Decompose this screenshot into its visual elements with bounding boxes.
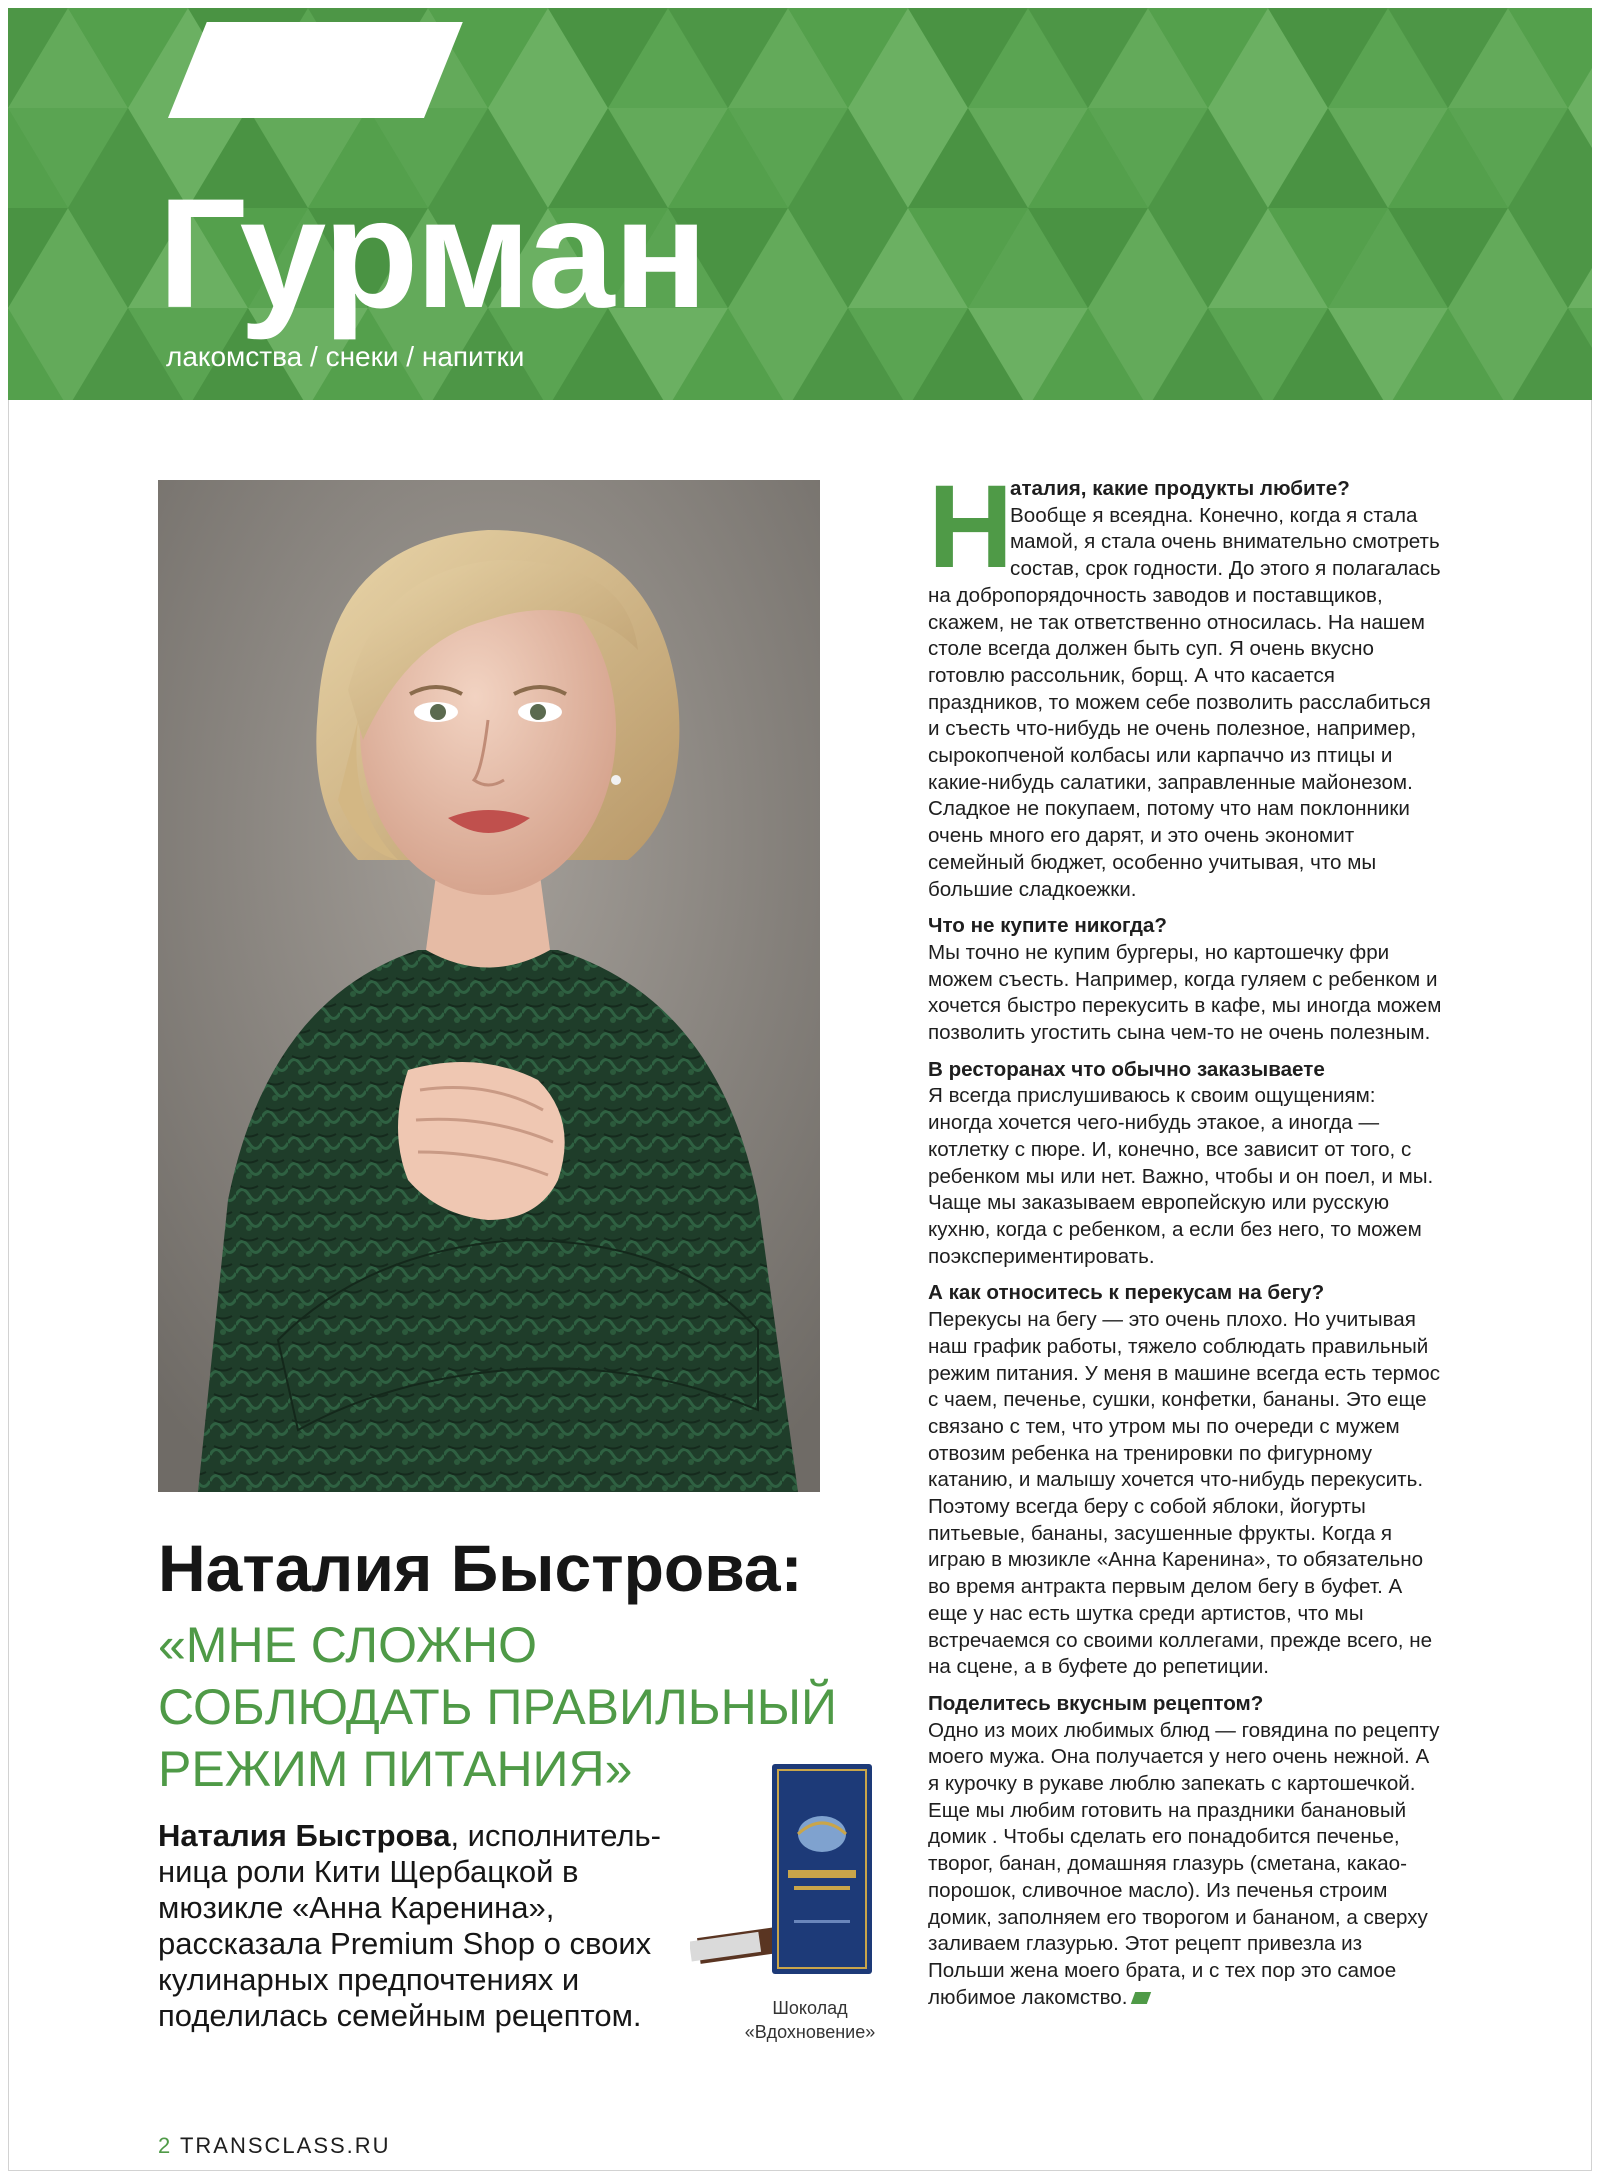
answer-5: Одно из моих любимых блюд — говядина по рецепту моего мужа. Она получается у него очень нежной. А я курочку в рукаве люблю запекать с картошечкой. Еще мы любим готовить на праздники банановый домик . Чтобы сделать его понадобится печенье, творог, банан, домашняя глазурь (сметана, какао-порошок, сливочное масло). Из печенья строим домик, заполняем его творогом и бананом, а сверху заливаем глазурью. Этот рецепт привезла из Польши жена моего брата, и с тех пор это самое любимое лакомство. bbox=[928, 1718, 1440, 2009]
headline-quote: «МНЕ СЛОЖНО СОБЛЮДАТЬ ПРАВИЛЬНЫЙ РЕЖИМ ПИТАНИЯ» bbox=[158, 1617, 837, 1797]
chocolate-product-image bbox=[690, 1760, 880, 1990]
lead-text: , исполнитель-ница роли Кити Щербацкой в мюзикле «Анна Каренина», рассказала Premium Shop о своих кулинарных предпочтениях и поделилась семейным рецептом. bbox=[158, 1818, 661, 2033]
end-mark-icon bbox=[1131, 1992, 1151, 2004]
article-block-3 bbox=[928, 1057, 1444, 1271]
answer-2: Мы точно не купим бургеры, но картошечку фри можем съесть. Например, когда гуляем с ребенком и хочется быстро перекусить в кафе, мы иногда можем позволить угостить сына чем-то не очень полезным. bbox=[928, 940, 1442, 1045]
question-2: Что не купите никогда? bbox=[928, 914, 1167, 938]
question-3: В ресторанах что обычно заказываете bbox=[928, 1057, 1325, 1081]
page-number: 2 bbox=[158, 2133, 173, 2158]
article-block-4 bbox=[928, 1280, 1444, 1681]
chocolate-caption-line1: Шоколад bbox=[772, 1998, 848, 2018]
section-title: Гурман bbox=[158, 167, 707, 341]
question-4: А как относитесь к перекусам на бегу? bbox=[928, 1281, 1325, 1305]
article-block-1 bbox=[928, 461, 1444, 903]
article-block-2 bbox=[928, 913, 1444, 1047]
header-tab-shape bbox=[168, 22, 463, 118]
chocolate-caption bbox=[730, 1996, 890, 2044]
answer-4: Перекусы на бегу — это очень плохо. Но учитывая наш график работы, тяжело соблюдать правильный режим питания. У меня в машине всегда есть термос с чаем, печенье, сушки, конфетки, бананы. Это еще связано с тем, что утром мы по очереди с мужем отвозим ребенка на тренировки по фигурному катанию, и малышу хочется что-нибудь перекусить. Поэтому всегда беру с собой яблоки, йогурты питьевые, бананы, засушенные фрукты. Когда я играю в мюзикле «Анна Каренина», то обязательно во время антракта первым делом бегу в буфет. А еще у нас есть шутка среди артистов, что мы встречаемся со своими коллегами, прежде всего, не на сцене, а в буфете до репетиции. bbox=[928, 1308, 1441, 1679]
dropcap-letter: Н bbox=[928, 461, 1014, 593]
answer-3: Я всегда прислушиваюсь к своим ощущениям: иногда хочется чего-нибудь этакое, а иногда — котлетку с пюре. И, конечно, все зависит от того, с ребенком мы или нет. Важно, чтобы и он поел, и мы. Чаще мы заказываем европейскую или русскую кухню, когда с ребенком, а если без него, то можем поэкспериментировать. bbox=[928, 1084, 1434, 1268]
lead-name: Наталия Быстрова bbox=[158, 1818, 451, 1853]
interview-article bbox=[928, 461, 1444, 2021]
question-1: аталия, какие продукты любите? bbox=[1010, 477, 1350, 500]
chocolate-caption-line2: «Вдохновение» bbox=[744, 2022, 876, 2042]
question-5: Поделитесь вкусным рецептом? bbox=[928, 1691, 1264, 1715]
site-url: TRANSCLASS.RU bbox=[179, 2133, 391, 2158]
lead-paragraph bbox=[158, 1818, 698, 2034]
header-banner bbox=[8, 8, 1592, 400]
headline-name: Наталия Быстрова: bbox=[158, 1531, 803, 1605]
portrait-photo bbox=[158, 480, 820, 1492]
article-block-5 bbox=[928, 1691, 1444, 2011]
section-subtitle: лакомства / снеки / напитки bbox=[166, 341, 525, 372]
page-footer bbox=[158, 2133, 391, 2159]
answer-1: Вообще я всеядна. Конечно, когда я стала мамой, я стала очень внимательно смотреть состав, срок годности. До этого я полагалась на добропорядочность заводов и поставщиков, скажем, не так ответственно относилась. На нашем столе всегда должен быть суп. Я очень вкусно готовлю рассольник, борщ. А что касается праздников, то можем себе позволить расслабиться и съесть что-нибудь не очень полезное, например, сырокопченой колбасы или карпаччо из птицы и какие-нибудь салатики, заправленные майонезом. Сладкое не покупаем, потому что нам поклонники очень много его дарят, и это очень экономит семейный бюджет, особенно учитывая, что мы большие сладкоежки. bbox=[928, 503, 1441, 901]
